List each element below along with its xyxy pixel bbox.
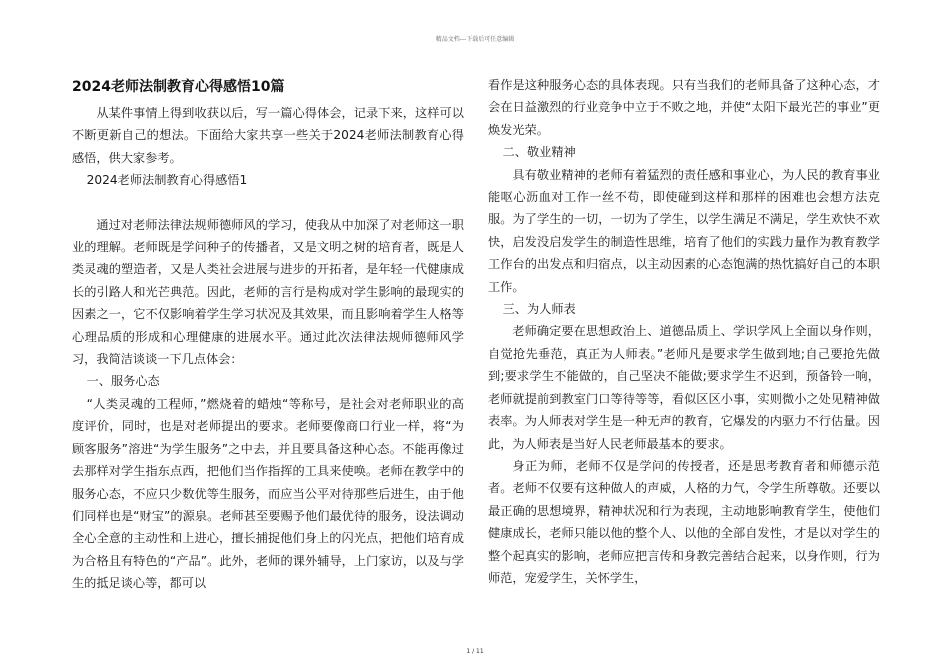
body-paragraph-4: 具有敬业精神的老师有着猛烈的责任感和事业心，为人民的教育事业能呕心沥血对工作一丝不苟，即使碰到这样和那样的困难也会想方法克服。为了学生的一切，一切为了学生，以学生满足不满足，学生欢快不欢快，启发没启发学生的制造性思维，培育了他们的实践力量作为教育教学工作台的出发点和归宿点，以主动因素的心态饱满的热忱搞好自己的本职工作。	[488, 167, 880, 294]
heading-role-model: 三、为人师表	[502, 302, 576, 317]
heading-service-attitude: 一、服务心态	[86, 374, 160, 389]
body-paragraph-5: 老师确定要在思想政治上、道德品质上、学识学风上全面以身作则，自觉抢先垂范，真正为人师表。”老师凡是要求学生做到地;自己要抢先做到;要求学生不能做的，自己坚决不能做;要求学生不迟到，预备铃一响，老师就提前到教室门口等待等等，看似区区小事，实则微小之处见精神做表率。为人师表对学生是一种无声的教育，它爆发的内驱力不行估量。因此，为人师表是当好人民老师最基本的要求。	[488, 324, 880, 451]
body-paragraph-6: 身正为师，老师不仅是学问的传授者，还是思考教育者和师德示范者。老师不仅要有这种做人的声威，人格的力气，令学生所尊敬。还要以最正确的思想境界，精神状况和行为表现，主动地影响教育学生，使他们健康成长，老师只能以他的整个人、以他的全部自发性，才是以对学生的整个起真实的影响，老师应把言传和身教完善结合起来，以身作则，行为师范，宠爱学生，关怀学生，	[488, 458, 880, 585]
section-subtitle: 2024老师法制教育心得感悟1	[86, 173, 248, 188]
right-column	[488, 74, 880, 589]
heading-dedication: 二、敬业精神	[502, 145, 576, 160]
body-paragraph-1: 通过对老师法律法规师德师风的学习，使我从中加深了对老师这一职业的理解。老师既是学问种子的传播者，又是文明之树的培育者，既是人类灵魂的塑造者，又是人类社会进展与进步的开拓者，是年轻一代健康成长的引路人和光芒典范。因此，老师的言行是构成对学生影响的最现实的因素之一，它不仅影响着学生学习状况及其效果，而且影响着学生人格等心理品质的形成和心理健康的进展水平。通过此次法律法规师德师风学习，我简洁谈谈一下几点体会：	[72, 217, 464, 367]
body-paragraph-3: 看作是这种服务心态的具体表现。只有当我们的老师具备了这种心态，才会在日益激烈的行业竞争中立于不败之地，并使“太阳下最光芒的事业”更焕发光荣。	[488, 78, 880, 137]
page-header: 精品文档---下载后可任意编辑	[435, 36, 515, 43]
intro-paragraph: 从某件事情上得到收获以后，写一篇心得体会，记录下来，这样可以不断更新自己的想法。下面给大家共享一些关于2024老师法制教育心得感悟，供大家参考。	[72, 106, 464, 165]
left-column	[72, 74, 464, 595]
body-paragraph-2: “人类灵魂的工程师，”燃烧着的蜡烛“等称号，是社会对老师职业的高度评价，同时，也是对老师提出的要求。老师要像商口行业一样，将“为顾客服务”溶进“为学生服务”之中去，并且要具备这种心态。不能再像过去那样对学生指东点西，把他们当作指挥的工具来使唤。老师在教学中的服务心态，不应只少数优等生服务，而应当公平对待那些后进生，由于他们同样也是“财宝”的源泉。老师甚至要赐予他们最优待的服务，设法调动全心全意的主动性和上进心，擅长捕捉他们身上的闪光点，把他们培育成为合格且有特色的“产品”。此外，老师的课外辅导，上门家访，以及与学生的抵足谈心等，都可以	[72, 396, 464, 591]
document-title: 2024老师法制教育心得感悟10篇	[72, 79, 285, 95]
page-number: 1 / 11	[466, 648, 484, 655]
